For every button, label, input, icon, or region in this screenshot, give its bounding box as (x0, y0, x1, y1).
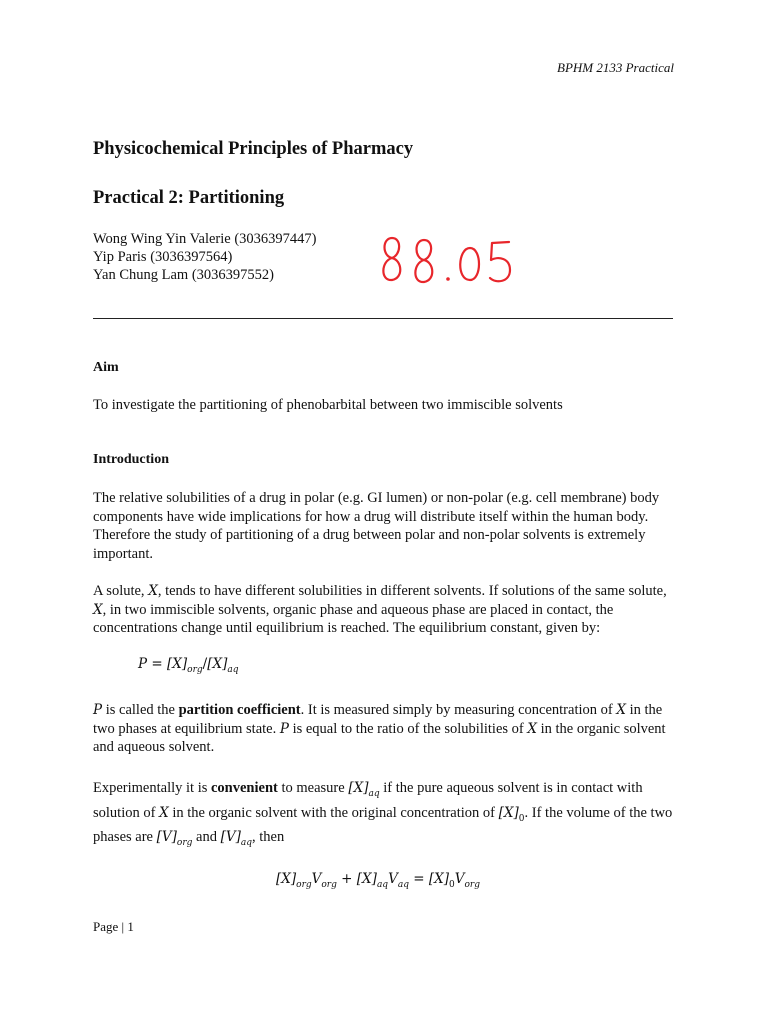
grade-decimal-point (446, 277, 450, 281)
author-line: Wong Wing Yin Valerie (3036397447) (93, 231, 317, 247)
document-title: Physicochemical Principles of Pharmacy (93, 139, 414, 159)
mass-balance-equation: $[X]_{org}V_{org} + [X]_{aq}V_{aq} = [X]_0V_{org}$ (276, 871, 480, 890)
author-line: Yip Paris (3036397564) (93, 249, 233, 265)
course-header: BPHM 2133 Practical (557, 60, 674, 75)
intro-paragraph-3: P is called the partition coefficient. It is measured simply by measuring concentration of X in the two phases at equilibrium state. P is equal to the ratio of the solubilities of X in the organic solvent and aqueous solvent. (93, 702, 666, 756)
aim-heading: Aim (93, 360, 119, 375)
partition-equation: $P = [X]_{org}/[X]_{aq}$ (138, 656, 239, 675)
intro-paragraph-1: The relative solubilities of a drug in polar (e.g. GI lumen) or non-polar (e.g. cell membrane) body components have wide implications for how a drug will distribute itself within the human body. Therefore the study of partitioning of a drug between polar and non-polar solvents is extremely important. (93, 490, 660, 563)
intro-paragraph-2: A solute, X, tends to have different solubilities in different solvents. If solutions of the same solute, X, in two immiscible solvents, organic phase and aqueous phase are placed in contact, the concentrations change until equilibrium is reached. The equilibrium constant, given by: (93, 583, 667, 637)
horizontal-divider (93, 318, 673, 319)
aim-text: To investigate the partitioning of phenobarbital between two immiscible solvents (93, 397, 563, 413)
practical-subtitle: Practical 2: Partitioning (93, 188, 285, 208)
introduction-heading: Introduction (93, 452, 169, 467)
page-number: Page | 1 (93, 919, 134, 934)
author-line: Yan Chung Lam (3036397552) (93, 267, 274, 283)
handwritten-grade (378, 234, 518, 296)
intro-paragraph-4: Experimentally it is convenient to measure $[X]_{aq}$ if the pure aqueous solvent is in contact with solution of X in the organic solvent with the original concentration of $[X]_0$. If the volume of the two phases are $[V]_{org}$ and $[V]_{aq}$, then (93, 780, 673, 848)
